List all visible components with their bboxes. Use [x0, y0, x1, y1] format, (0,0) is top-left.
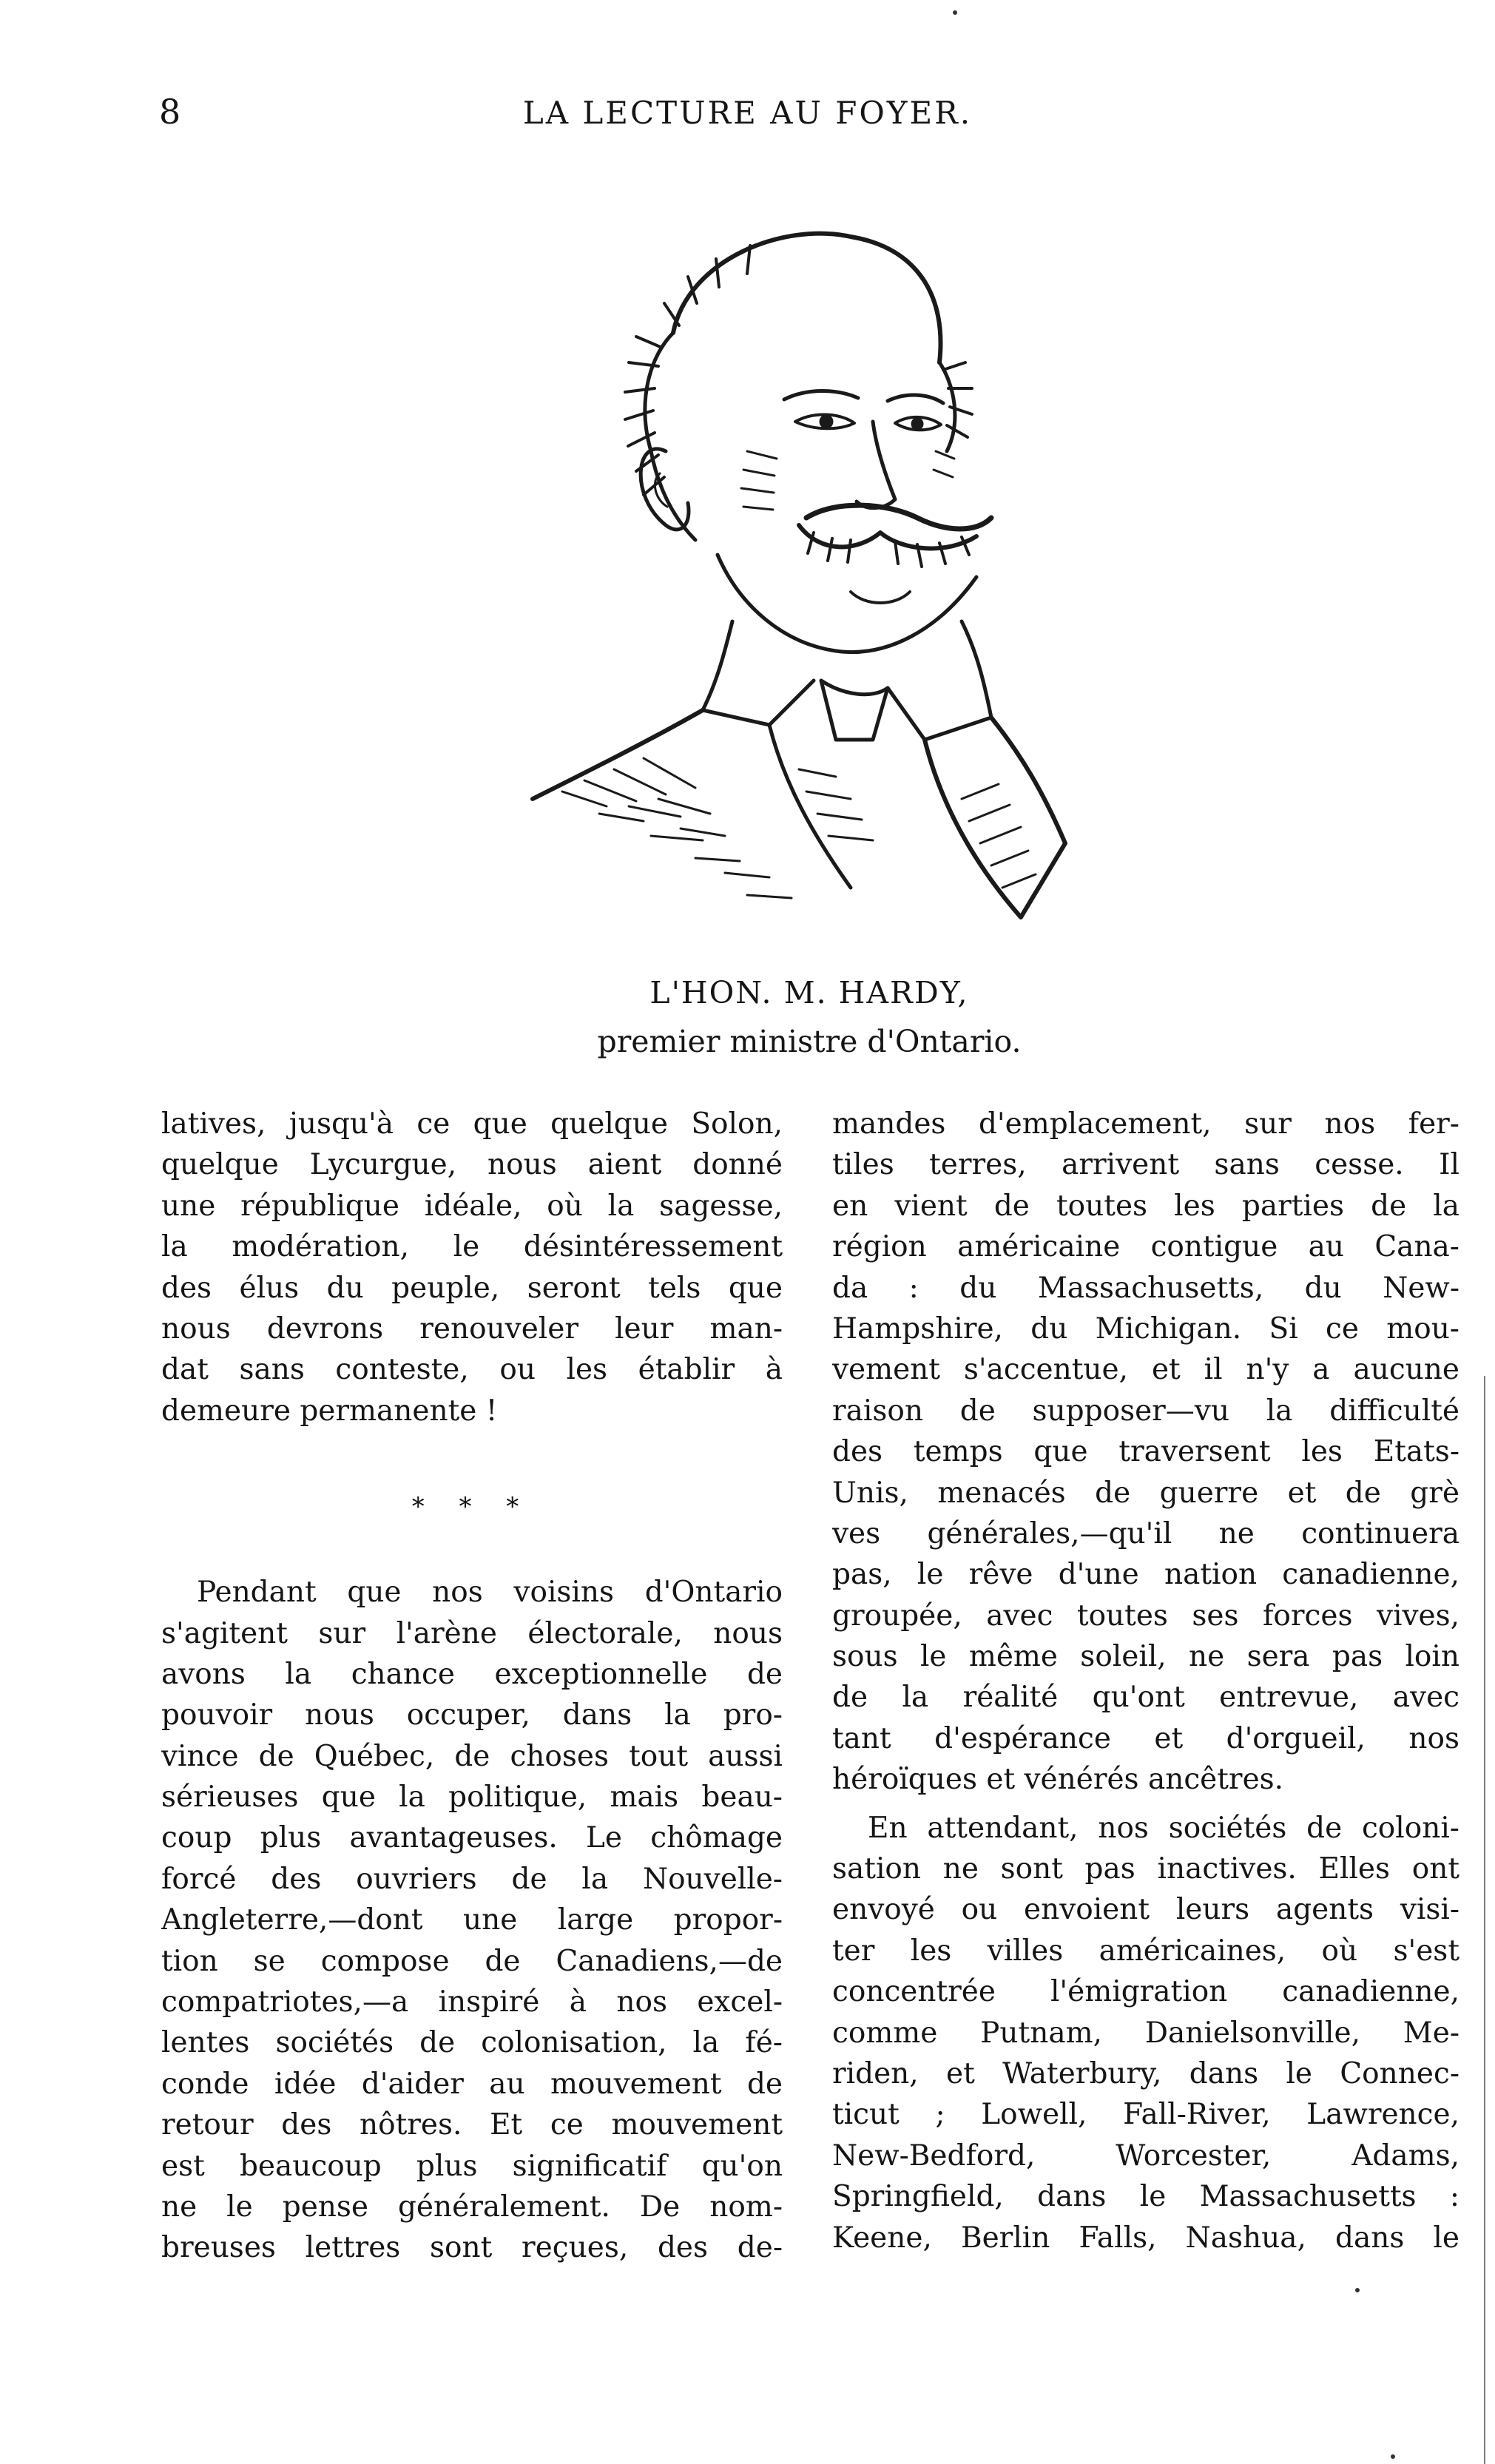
text-line: coup plus avantageuses. Le chômage [161, 1821, 783, 1855]
left-column [161, 1104, 783, 2269]
text-line: Pendant que nos voisins d'Ontario [197, 1576, 783, 1610]
text-line: une république idéale, où la sagesse, [161, 1189, 783, 1223]
text-line: pouvoir nous occuper, dans la pro- [161, 1698, 783, 1732]
page-number: 8 [159, 92, 181, 132]
text-line: pas, le rêve d'une nation canadienne, [832, 1558, 1459, 1592]
running-title: LA LECTURE AU FOYER. [522, 95, 973, 131]
text-line: ter les villes américaines, où s'est [832, 1934, 1459, 1968]
scan-speck [1391, 2454, 1395, 2459]
text-line: sation ne sont pas inactives. Elles ont [832, 1852, 1459, 1886]
text-line: de la réalité qu'ont entrevue, avec [832, 1681, 1459, 1715]
right-paragraph-1 [832, 1104, 1459, 1800]
text-line: mandes d'emplacement, sur nos fer- [832, 1107, 1459, 1141]
text-line: Keene, Berlin Falls, Nashua, dans le [832, 2221, 1459, 2255]
scan-edge-line [1484, 1376, 1485, 2464]
text-line: breuses lettres sont reçues, des de- [161, 2231, 783, 2265]
text-line: ne le pense généralement. De nom- [161, 2190, 783, 2224]
text-line: da : du Massachusetts, du New- [832, 1271, 1459, 1305]
text-line: groupée, avec toutes ses forces vives, [832, 1599, 1459, 1633]
text-line: compatriotes,—a inspiré à nos excel- [161, 1985, 783, 2019]
text-line: retour des nôtres. Et ce mouvement [161, 2108, 783, 2142]
text-line: demeure permanente ! [161, 1394, 498, 1428]
text-line: forcé des ouvriers de la Nouvelle- [161, 1862, 783, 1896]
text-line: ticut ; Lowell, Fall-River, Lawrence, [832, 2098, 1459, 2132]
text-line: envoyé ou envoient leurs agents visi- [832, 1893, 1459, 1927]
text-line: s'agitent sur l'arène électorale, nous [161, 1616, 783, 1650]
text-line: des élus du peuple, seront tels que [161, 1271, 783, 1305]
left-paragraph-1 [161, 1104, 783, 1431]
text-line: concentrée l'émigration canadienne, [832, 1975, 1459, 2009]
engraved-portrait-icon [503, 207, 1124, 947]
portrait-caption-title: premier ministre d'Ontario. [597, 1024, 1022, 1059]
text-line: quelque Lycurgue, nous aient donné [161, 1148, 783, 1182]
text-line: riden, et Waterbury, dans le Connec- [832, 2056, 1459, 2090]
text-line: latives, jusqu'à ce que quelque Solon, [161, 1107, 783, 1141]
text-line: Angleterre,—dont une large propor- [161, 1903, 783, 1937]
portrait-caption-name: L'HON. M. HARDY, [649, 975, 969, 1010]
text-line: sérieuses que la politique, mais beau- [161, 1781, 783, 1815]
text-line: Springfield, dans le Massachusetts : [832, 2180, 1459, 2214]
text-line: En attendant, nos sociétés de coloni- [868, 1811, 1459, 1845]
text-line: tiles terres, arrivent sans cesse. Il [832, 1148, 1459, 1182]
text-line: avons la chance exceptionnelle de [161, 1657, 783, 1691]
text-line: nous devrons renouveler leur man- [161, 1312, 783, 1346]
text-line: la modération, le désintéressement [161, 1230, 783, 1264]
text-line: dat sans conteste, ou les établir à [161, 1353, 783, 1387]
left-paragraph-2 [161, 1572, 783, 2269]
text-line: vince de Québec, de choses tout aussi [161, 1739, 783, 1773]
right-column [832, 1104, 1459, 2258]
scan-speck [1355, 2288, 1360, 2292]
text-line: conde idée d'aider au mouvement de [161, 2067, 783, 2101]
text-line: tion se compose de Canadiens,—de [161, 1944, 783, 1978]
text-line: héroïques et vénérés ancêtres. [832, 1763, 1284, 1797]
right-paragraph-2 [832, 1808, 1459, 2258]
text-line: ves générales,—qu'il ne continuera [832, 1516, 1459, 1550]
text-line: tant d'espérance et d'orgueil, nos [832, 1721, 1459, 1755]
text-line: vement s'accentue, et il n'y a aucune [832, 1353, 1459, 1387]
text-line: en vient de toutes les parties de la [832, 1189, 1459, 1223]
text-line: région américaine contigue au Cana- [832, 1230, 1459, 1264]
text-line: Unis, menacés de guerre et de grè [832, 1476, 1459, 1510]
scan-speck [953, 10, 957, 15]
section-separator: * * * [411, 1492, 533, 1522]
text-line: Hampshire, du Michigan. Si ce mou- [832, 1312, 1459, 1346]
text-line: lentes sociétés de colonisation, la fé- [161, 2026, 783, 2060]
text-line: comme Putnam, Danielsonville, Me- [832, 2016, 1459, 2050]
text-line: raison de supposer—vu la difficulté [832, 1394, 1459, 1428]
text-line: est beaucoup plus significatif qu'on [161, 2149, 783, 2183]
text-line: des temps que traversent les Etats- [832, 1435, 1459, 1469]
text-line: sous le même soleil, ne sera pas loin [832, 1640, 1459, 1674]
text-line: New-Bedford, Worcester, Adams, [832, 2139, 1459, 2173]
